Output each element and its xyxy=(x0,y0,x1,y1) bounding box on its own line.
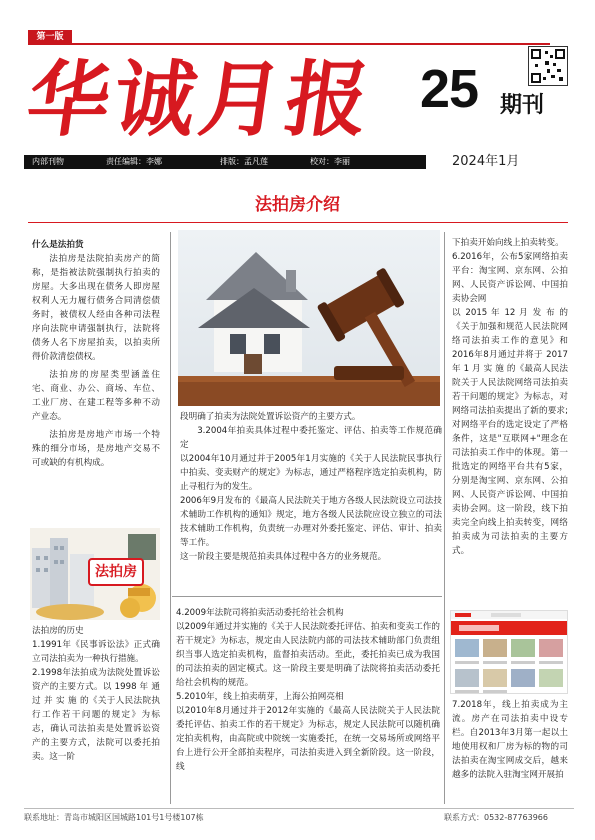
proof-credit: 校对：李丽 xyxy=(310,157,350,166)
masthead-title: 华诚月报 xyxy=(21,52,379,148)
qr-code-icon xyxy=(528,46,568,86)
editor-credit: 责任编辑：李娜 xyxy=(106,157,162,166)
column-divider-right xyxy=(444,232,445,804)
left-column xyxy=(32,238,160,470)
middle-column-upper xyxy=(180,410,442,564)
auction-website-screenshot xyxy=(450,610,568,694)
paragraph: 以2004年10月通过并于2005年1月实施的《关于人民法院民事执行中拍卖、变卖财产的规定》为标志，通过严格程序选定拍卖机构，防止寻租行为的发生。 xyxy=(180,454,442,492)
section-divider xyxy=(172,596,442,597)
right-column xyxy=(452,236,568,558)
paragraph: 以2009年通过并实施的《关于人民法院委托评估、拍卖和变卖工作的若干规定》为标志，规定由人民法院内部的司法技术辅助部门负责组织当事人选定拍卖机构，监督拍卖活动。至此，委托拍卖已成为我国的司法拍卖的固定模式。这一阶段主要是明确了法院将拍卖活动委托给社会机构的规范。 xyxy=(176,622,440,688)
footer-rule xyxy=(24,808,574,809)
paragraph: 3.2004年拍卖具体过程中委托鉴定、评估、拍卖等工作规范确定 xyxy=(180,426,442,450)
masthead-top-rule xyxy=(28,43,550,45)
paragraph: 以2010年8月通过并于2012年实施的《最高人民法院关于人民法院委托评估、拍卖工作的若干规定》为标志，规定人民法院可以随机确定拍卖机构，由高院或中院统一实施委托，在统一交易场所或网络平台上进行公开全部拍卖程序，司法拍卖进入到全新阶段。这一阶段，线 xyxy=(176,706,440,772)
issue-number: 25 xyxy=(420,59,479,119)
column-divider-left xyxy=(170,232,171,804)
image-badge: 法拍房 xyxy=(88,558,144,586)
paragraph: 5.2010年，线上拍卖萌芽，上海公拍网亮相 xyxy=(176,692,344,702)
footer-contact: 联系方式：0532-87763966 xyxy=(444,813,548,822)
issue-date: 2024年1月 xyxy=(452,154,520,169)
paragraph: 法拍房是法院拍卖房产的简称，是指被法院强制执行拍卖的房屋。大多出现在债务人即房屋权利人无力履行债务合同清偿债务时，被债权人经由各种司法程序向法院申请强制执行，法院将债务人名下房屋拍卖，以拍卖所得价款清偿债权。 xyxy=(32,254,160,362)
paragraph: 7.2018年，线上拍卖成为主流。房产在司法拍卖中设专栏。自2013年3月第一起以土地使用权和厂房为标的物的司法拍卖在淘宝网成交后，越来越多的法院入驻淘宝网开展拍 xyxy=(452,700,568,780)
gavel-house-image xyxy=(178,230,440,406)
paragraph: 6.2016年，公布5家网络拍卖平台：淘宝网、京东网、公拍网、人民资产诉讼网、中国拍卖协会网 xyxy=(452,252,568,304)
paragraph: 2006年9月发布的《最高人民法院关于地方各级人民法院设立司法技术辅助工作机构的通知》规定，地方各级人民法院应设立独立的司法技术辅助工作机构，负责统一办理对外委托鉴定、评估、审计、拍卖等工作。 xyxy=(180,496,442,548)
paragraph: 法拍房的房屋类型涵盖住宅、商业、办公、商场、车位、工业厂房、在建工程等多种不动产业态。 xyxy=(32,370,160,422)
edition-label: 第一版 xyxy=(28,30,72,44)
footer-address: 联系地址：青岛市城阳区国城路101号1号楼107栋 xyxy=(24,813,204,822)
issue-label: 期刊 xyxy=(500,93,545,118)
gavel-house-illustration xyxy=(178,230,440,406)
paragraph: 段明确了拍卖为法院处置诉讼资产的主要方式。 xyxy=(180,412,361,422)
paragraph: 这一阶段主要是规范拍卖具体过程中各方的业务规范。 xyxy=(180,552,387,562)
left-column-history xyxy=(32,624,160,764)
auction-house-image xyxy=(30,528,160,620)
section-heading: 法拍房的历史 xyxy=(32,626,84,636)
headline-rule xyxy=(28,222,568,223)
paragraph: 1.1991年《民事诉讼法》正式确立司法拍卖为一种执行措施。 xyxy=(32,640,160,664)
section-heading: 什么是法拍货 xyxy=(32,240,84,250)
paragraph: 法拍房是房地产市场一个特殊的细分市场，是房地产交易不可或缺的有机构成。 xyxy=(32,430,160,468)
paragraph: 以 2015 年 12 月 发 布 的《关于加强和规范人民法院网络司法拍卖工作的意见》和2016年8月通过并将于 2017 年 1 月 实 施 的《最高人民法院关于人民法院网络司法拍卖若干问题的规定》为标志，对网络司法拍卖提出了新的要求;对网络平台的选定设定了严格条件，这是"互联网+"理念在司法拍卖工作中的体现。第一批选定的网络平台共有5家，分别是淘宝网、京东网、公拍网、人民资产诉讼网、中国拍卖协会网。这一阶段，线下拍卖完全向线上拍卖转变，网络拍卖成为司法拍卖的主要方式。 xyxy=(452,308,568,556)
paragraph: 下拍卖开始向线上拍卖转变。 xyxy=(452,238,564,248)
paragraph: 2.1998年法拍成为法院处置诉讼资产的主要方式。以 1998 年 通 过 并 实 施 的《关于人民法院执行工作若干问题的规定》为标志，确认司法拍卖是处置诉讼资产的主要方式，法院可以委托拍卖。这一阶 xyxy=(32,668,160,762)
paragraph: 4.2009年法院司将拍卖活动委托给社会机构 xyxy=(176,608,344,618)
layout-credit: 排版：孟凡莲 xyxy=(220,157,268,166)
masthead-info-bar xyxy=(24,155,426,169)
page-title: 法拍房介绍 xyxy=(255,195,340,215)
right-column-lower xyxy=(452,698,568,782)
publication-type: 内部刊物 xyxy=(32,157,64,166)
middle-column-lower xyxy=(176,606,440,774)
website-thumbnail xyxy=(451,611,568,694)
